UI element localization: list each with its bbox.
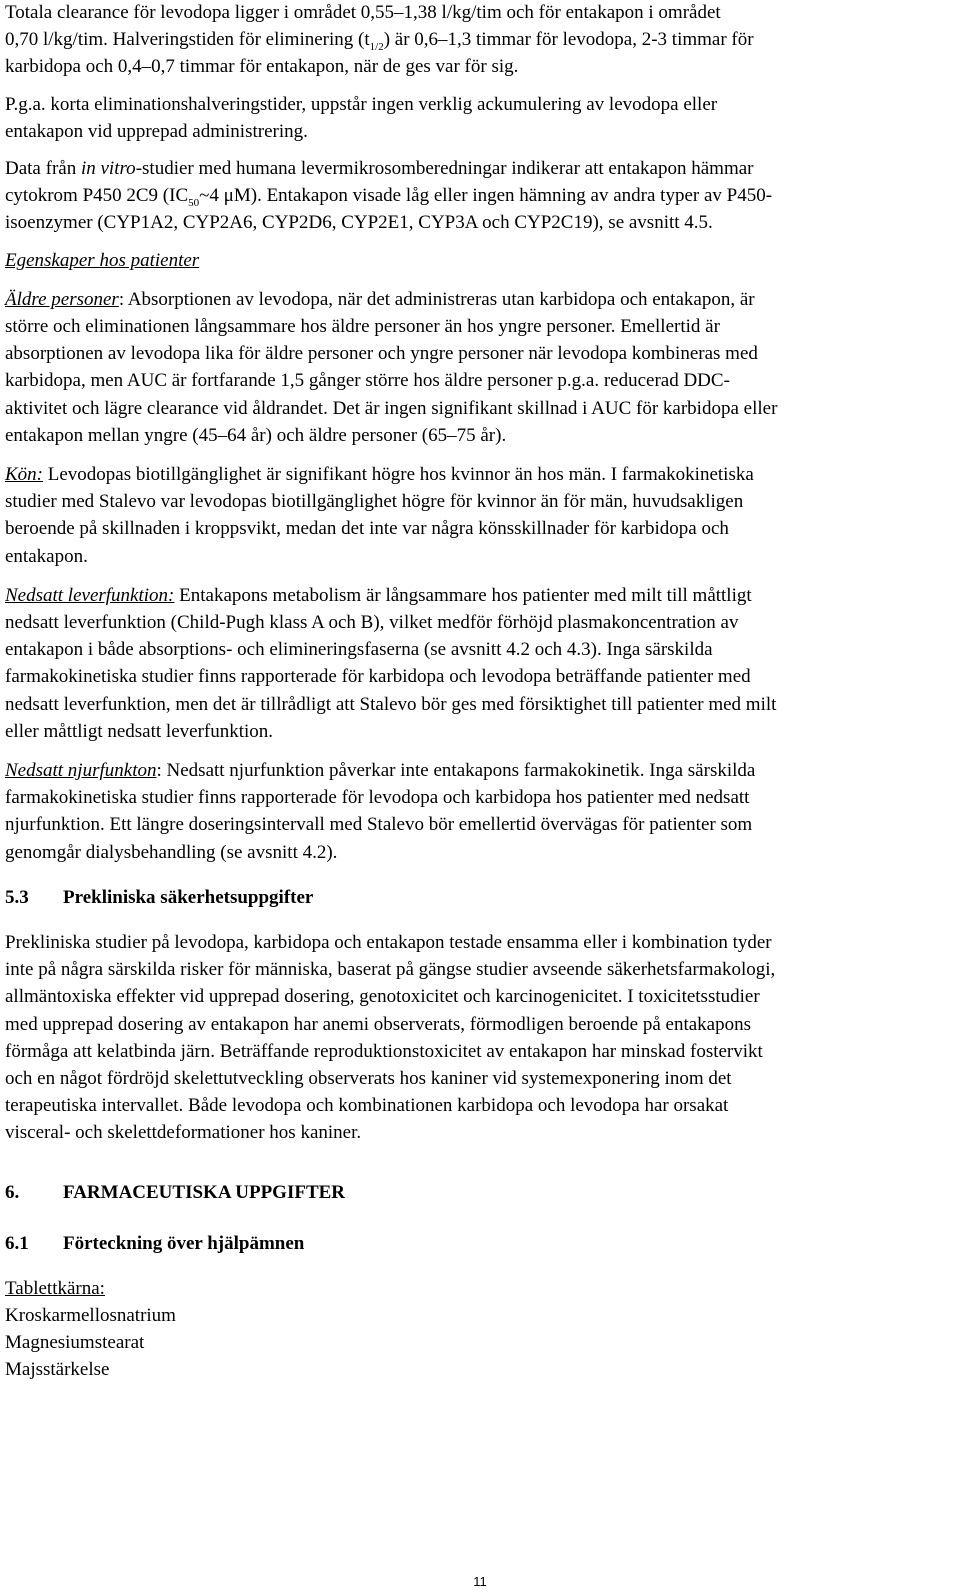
document-page [5,0,945,1383]
hepatic-paragraph: Nedsatt leverfunktion: Entakapons metabolism är långsammare hos patienter med milt till måttligt nedsatt leverfunktion (Child-Pugh klass A och B), vilket medför förhöjd plasmakoncentration av entakapon i både absorptions- och elimineringsfaserna (se avsnitt 4.2 och 4.3). Inga särskilda farmakokinetiska studier finns rapporterade för karbidopa och levodopa beträffande patienter med nedsatt leverfunktion, men det är tillrådligt att Stalevo bör ges med försiktighet till patienter med milt eller måttligt nedsatt leverfunktion. [5,584,777,742]
renal-label: Nedsatt njurfunkton [5,760,157,782]
excipient-item: Majsstärkelse [5,1359,110,1381]
section-6-1-heading: 6.1 Förteckning över hjälpämnen [5,1232,305,1254]
tablet-core-label: Tablettkärna: [5,1277,105,1299]
excipient-item: Magnesiumstearat [5,1331,145,1353]
elderly-paragraph: Äldre personer: Absorptionen av levodopa, när det administreras utan karbidopa och entakapon, är större och eliminationen långsammare hos äldre personer än hos yngre personer. Emellertid är absorptionen av levodopa lika för äldre personer och yngre personer när levodopa kombineras med karbidopa, men AUC är fortfarande 1,5 gånger större hos äldre personer p.g.a. reducerad DDC- aktivitet och lägre clearance vid åldrandet. Det är ingen signifikant skillnad i AUC för karbidopa eller entakapon mellan yngre (45–64 år) och äldre personer (65–75 år). [5,288,778,446]
section-6-heading: 6. FARMACEUTISKA UPPGIFTER [5,1181,346,1203]
page-number: 11 [473,1574,487,1589]
clearance-paragraph: Totala clearance för levodopa ligger i området 0,55–1,38 l/kg/tim och för entakapon i området 0,70 l/kg/tim. Halveringstiden för eliminering $(t_{1/2})$ är 0,6–1,3 timmar för levodopa, 2-3 timmar för karbidopa och 0,4–0,7 timmar för entakapon, när de ges var för sig. [5,2,754,78]
in-vitro-paragraph: Data från in vitro-studier med humana levermikrosomberedningar indikerar att entakapon hämmar cytokrom P450 2C9 ($IC_{50}\sim 4$ μM). Entakapon visade låg eller ingen hämning av andra typer av P450- isoenzymer (CYP1A2, CYP2A6, CYP2D6, CYP2E1, CYP3A och CYP2C19), se avsnitt 4.5. [5,158,773,234]
hepatic-label: Nedsatt leverfunktion: [5,584,175,606]
renal-paragraph: Nedsatt njurfunkton: Nedsatt njurfunktion påverkar inte entakapons farmakokinetik. Inga särskilda farmakokinetiska studier finns rapporterade för levodopa och karbidopa hos patienter med nedsatt njurfunktion. Ett längre doseringsintervall med Stalevo bör emellertid övervägas för patienter som genomgår dialysbehandling (se avsnitt 4.2). [5,760,756,863]
accumulation-paragraph: P.g.a. korta eliminationshalveringstider, uppstår ingen verklig ackumulering av levodopa eller entakapon vid upprepad administrering. [5,93,718,142]
excipient-item: Kroskarmellosnatrium [5,1304,176,1326]
gender-paragraph: Kön: Levodopas biotillgänglighet är signifikant högre hos kvinnor än hos män. I farmakokinetiska studier med Stalevo var levodopas biotillgänglighet högre för kvinnor än för män, huvudsakligen beroende på skillnaden i kroppsvikt, medan det inte var några könsskillnader för karbidopa och entakapon. [5,464,754,567]
gender-label: Kön: [5,464,43,486]
elderly-label: Äldre personer [5,288,119,310]
preclinical-paragraph: Prekliniska studier på levodopa, karbidopa och entakapon testade ensamma eller i kombination tyder inte på några särskilda risker för människa, baserat på gängse studier avseende säkerhetsfarmakologi, allmäntoxiska effekter vid upprepad dosering, genotoxicitet och karcinogenicitet. I toxicitetsstudier med upprepad dosering av entakapon har anemi observerats, förmodligen beroende på entakapons förmåga att kelatbinda järn. Beträffande reproduktionstoxicitet av entakapon har minskad fostervikt och en något fördröjd skelettutveckling observerats hos kaniner vid systemexponering inom det terapeutiska intervallet. Både levodopa och kombinationen karbidopa och levodopa har orsakat visceral- och skelettdeformationer hos kaniner. [5,931,776,1144]
patients-subheading: Egenskaper hos patienter [5,249,200,271]
section-5-3-heading: 5.3 Prekliniska säkerhetsuppgifter [5,886,314,908]
